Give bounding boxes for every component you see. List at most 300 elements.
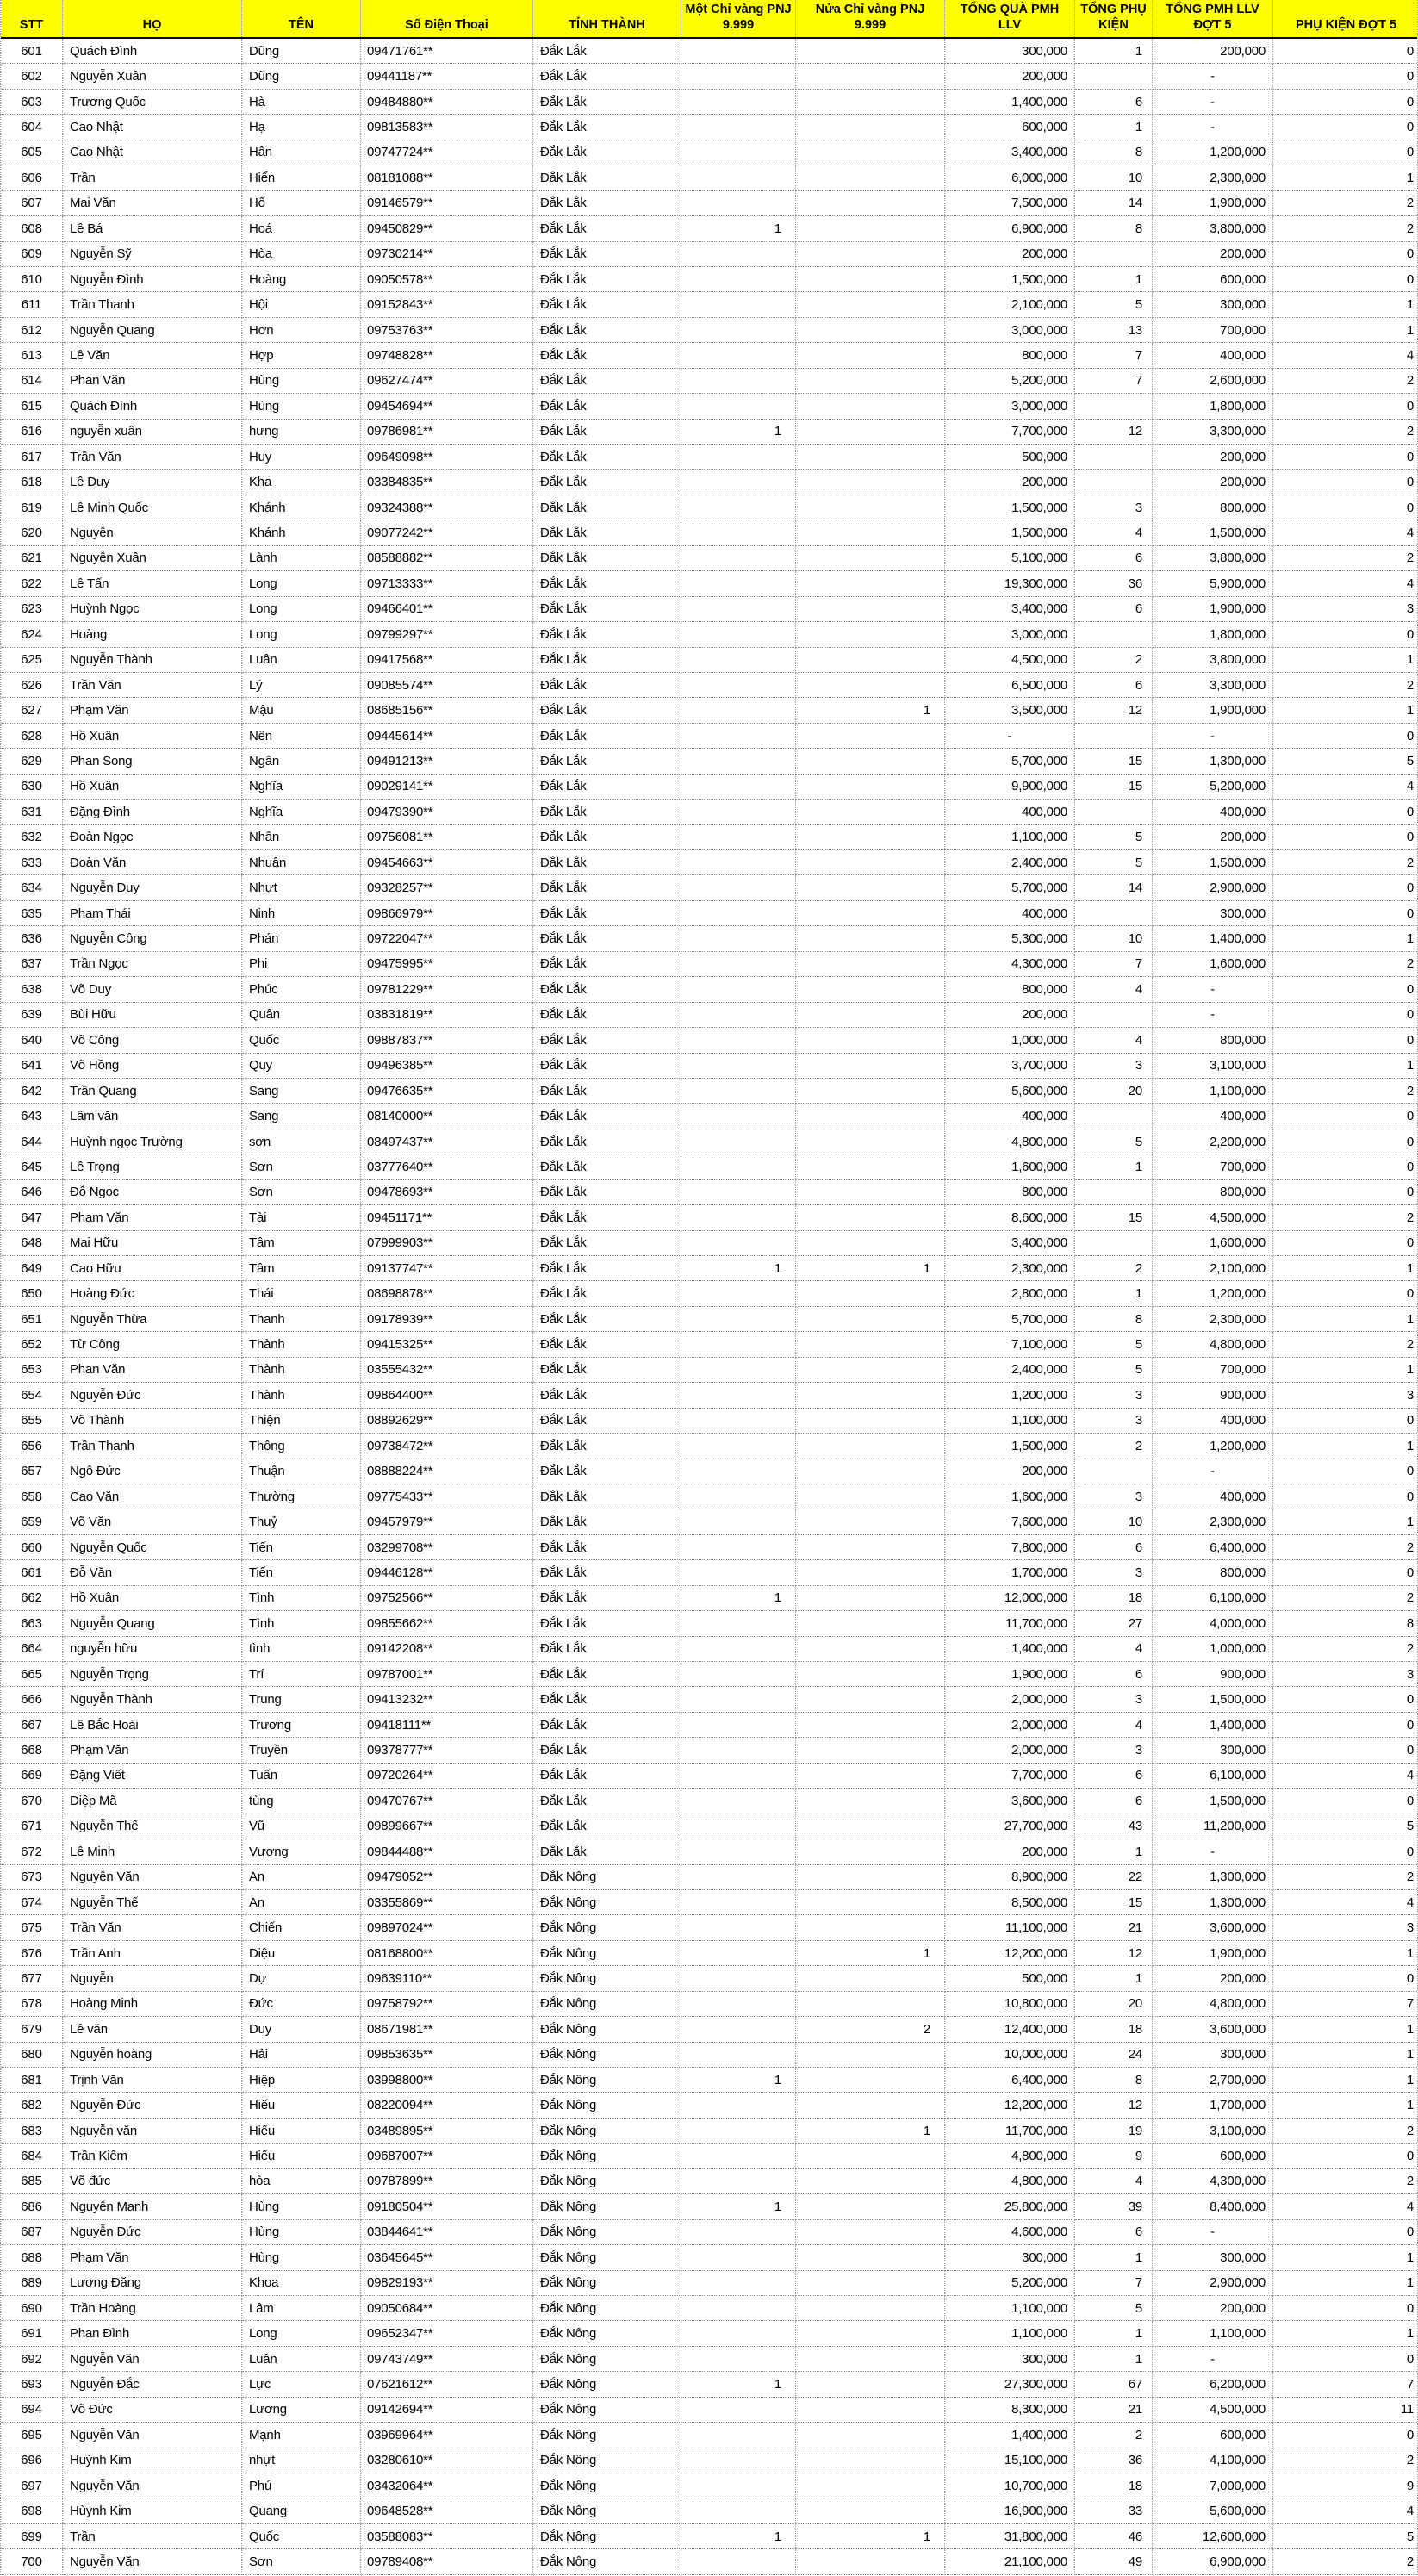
cell-mot-chi-vang[interactable]: [681, 1941, 796, 1966]
cell-stt[interactable]: 628: [1, 724, 63, 749]
cell-phone[interactable]: 09378777**: [361, 1738, 533, 1763]
cell-stt[interactable]: 605: [1, 140, 63, 165]
cell-phone[interactable]: 09085574**: [361, 673, 533, 698]
cell-phu-kien-dot-5[interactable]: 0: [1273, 2423, 1418, 2448]
cell-province[interactable]: Đắk Lắk: [533, 1814, 681, 1839]
cell-province[interactable]: Đắk Lắk: [533, 1789, 681, 1814]
cell-stt[interactable]: 694: [1, 2398, 63, 2423]
cell-ten[interactable]: tùng: [242, 1789, 361, 1814]
cell-phone[interactable]: 09441187**: [361, 64, 533, 89]
cell-nua-chi-vang[interactable]: 2: [796, 2017, 945, 2042]
cell-stt[interactable]: 680: [1, 2043, 63, 2068]
cell-province[interactable]: Đắk Lắk: [533, 901, 681, 926]
cell-province[interactable]: Đắk Lắk: [533, 952, 681, 977]
cell-phone[interactable]: 08140000**: [361, 1104, 533, 1129]
cell-stt[interactable]: 626: [1, 673, 63, 698]
cell-province[interactable]: Đắk Nông: [533, 2524, 681, 2549]
cell-province[interactable]: Đắk Nông: [533, 2296, 681, 2321]
cell-ho[interactable]: Nguyễn Đức: [63, 1383, 242, 1408]
cell-mot-chi-vang[interactable]: [681, 1231, 796, 1256]
cell-nua-chi-vang[interactable]: [796, 191, 945, 216]
cell-phone[interactable]: 09451171**: [361, 1205, 533, 1230]
cell-tong-pmh-llv-dot-5[interactable]: 1,900,000: [1153, 698, 1273, 723]
cell-nua-chi-vang[interactable]: [796, 1484, 945, 1509]
cell-tong-pmh-llv-dot-5[interactable]: 8,400,000: [1153, 2194, 1273, 2219]
cell-stt[interactable]: 673: [1, 1865, 63, 1890]
cell-ten[interactable]: Nhựt: [242, 875, 361, 900]
cell-ho[interactable]: Lê Văn: [63, 343, 242, 368]
cell-phu-kien-dot-5[interactable]: 1: [1273, 2245, 1418, 2270]
cell-phu-kien-dot-5[interactable]: 4: [1273, 1764, 1418, 1789]
cell-tong-qua-pmh-llv[interactable]: 1,500,000: [945, 520, 1075, 545]
cell-phone[interactable]: 09454663**: [361, 850, 533, 875]
cell-mot-chi-vang[interactable]: [681, 2144, 796, 2168]
cell-nua-chi-vang[interactable]: [796, 1231, 945, 1256]
cell-mot-chi-vang[interactable]: [681, 1459, 796, 1484]
cell-phone[interactable]: 09781229**: [361, 977, 533, 1002]
cell-tong-qua-pmh-llv[interactable]: 200,000: [945, 1459, 1075, 1484]
cell-tong-qua-pmh-llv[interactable]: 300,000: [945, 2245, 1075, 2270]
cell-stt[interactable]: 647: [1, 1205, 63, 1230]
cell-province[interactable]: Đắk Lắk: [533, 1180, 681, 1205]
cell-stt[interactable]: 625: [1, 648, 63, 673]
cell-tong-qua-pmh-llv[interactable]: 5,700,000: [945, 749, 1075, 774]
cell-ten[interactable]: Hiếu: [242, 2144, 361, 2168]
cell-tong-phu-kien[interactable]: 5: [1075, 1358, 1153, 1383]
cell-ten[interactable]: hưng: [242, 420, 361, 445]
cell-nua-chi-vang[interactable]: [796, 115, 945, 140]
cell-province[interactable]: Đắk Nông: [533, 2068, 681, 2093]
cell-nua-chi-vang[interactable]: [796, 1281, 945, 1306]
cell-stt[interactable]: 622: [1, 571, 63, 596]
cell-mot-chi-vang[interactable]: [681, 292, 796, 317]
cell-tong-qua-pmh-llv[interactable]: 400,000: [945, 800, 1075, 824]
cell-tong-phu-kien[interactable]: 5: [1075, 2296, 1153, 2321]
cell-phu-kien-dot-5[interactable]: 0: [1273, 1003, 1418, 1028]
cell-province[interactable]: Đắk Nông: [533, 2423, 681, 2448]
cell-nua-chi-vang[interactable]: 1: [796, 2524, 945, 2549]
cell-phone[interactable]: 09730214**: [361, 242, 533, 267]
cell-ten[interactable]: An: [242, 1890, 361, 1915]
cell-tong-pmh-llv-dot-5[interactable]: 1,900,000: [1153, 597, 1273, 622]
cell-stt[interactable]: 616: [1, 420, 63, 445]
cell-tong-pmh-llv-dot-5[interactable]: 4,800,000: [1153, 1332, 1273, 1357]
cell-phu-kien-dot-5[interactable]: 0: [1273, 1484, 1418, 1509]
cell-ten[interactable]: Hố: [242, 191, 361, 216]
cell-tong-qua-pmh-llv[interactable]: 2,100,000: [945, 292, 1075, 317]
cell-nua-chi-vang[interactable]: [796, 571, 945, 596]
cell-tong-pmh-llv-dot-5[interactable]: 1,200,000: [1153, 1434, 1273, 1459]
cell-province[interactable]: Đắk Lắk: [533, 1434, 681, 1459]
cell-nua-chi-vang[interactable]: [796, 2321, 945, 2346]
cell-phu-kien-dot-5[interactable]: 2: [1273, 673, 1418, 698]
cell-ho[interactable]: Đặng Đình: [63, 800, 242, 824]
cell-ten[interactable]: Quốc: [242, 2524, 361, 2549]
cell-province[interactable]: Đắk Nông: [533, 1865, 681, 1890]
cell-tong-qua-pmh-llv[interactable]: 9,900,000: [945, 775, 1075, 800]
cell-ho[interactable]: Ngô Đức: [63, 1459, 242, 1484]
cell-nua-chi-vang[interactable]: [796, 2093, 945, 2118]
cell-ho[interactable]: Trần Văn: [63, 445, 242, 470]
cell-phone[interactable]: 09496385**: [361, 1054, 533, 1079]
cell-nua-chi-vang[interactable]: [796, 952, 945, 977]
cell-stt[interactable]: 692: [1, 2347, 63, 2372]
cell-mot-chi-vang[interactable]: [681, 673, 796, 698]
cell-tong-pmh-llv-dot-5[interactable]: 6,100,000: [1153, 1764, 1273, 1789]
cell-phone[interactable]: 09799297**: [361, 622, 533, 647]
cell-phu-kien-dot-5[interactable]: 8: [1273, 1611, 1418, 1636]
cell-phu-kien-dot-5[interactable]: 1: [1273, 2017, 1418, 2042]
cell-tong-phu-kien[interactable]: [1075, 470, 1153, 495]
cell-ten[interactable]: Diệu: [242, 1941, 361, 1966]
cell-ho[interactable]: Pham Thái: [63, 901, 242, 926]
cell-ten[interactable]: Huy: [242, 445, 361, 470]
cell-mot-chi-vang[interactable]: [681, 2043, 796, 2068]
cell-ten[interactable]: Hòa: [242, 242, 361, 267]
cell-nua-chi-vang[interactable]: [796, 1028, 945, 1053]
cell-mot-chi-vang[interactable]: [681, 2220, 796, 2245]
cell-phu-kien-dot-5[interactable]: 3: [1273, 597, 1418, 622]
cell-tong-phu-kien[interactable]: 9: [1075, 2144, 1153, 2168]
cell-nua-chi-vang[interactable]: [796, 1738, 945, 1763]
cell-ten[interactable]: Nghĩa: [242, 775, 361, 800]
cell-tong-phu-kien[interactable]: [1075, 242, 1153, 267]
cell-tong-qua-pmh-llv[interactable]: 400,000: [945, 1104, 1075, 1129]
cell-nua-chi-vang[interactable]: [796, 292, 945, 317]
cell-stt[interactable]: 653: [1, 1358, 63, 1383]
cell-ho[interactable]: Nguyễn Duy: [63, 875, 242, 900]
cell-phu-kien-dot-5[interactable]: 1: [1273, 2271, 1418, 2296]
cell-phone[interactable]: 03831819**: [361, 1003, 533, 1028]
column-header-tong-pmh-llv-dot-5[interactable]: TỔNG PMH LLV ĐỢT 5: [1153, 0, 1273, 37]
cell-tong-qua-pmh-llv[interactable]: 15,100,000: [945, 2448, 1075, 2473]
cell-tong-pmh-llv-dot-5[interactable]: 7,000,000: [1153, 2473, 1273, 2498]
cell-ten[interactable]: Thái: [242, 1281, 361, 1306]
cell-tong-qua-pmh-llv[interactable]: 6,000,000: [945, 165, 1075, 190]
cell-ten[interactable]: Ninh: [242, 901, 361, 926]
cell-phu-kien-dot-5[interactable]: 7: [1273, 2372, 1418, 2397]
cell-tong-pmh-llv-dot-5[interactable]: 400,000: [1153, 1484, 1273, 1509]
cell-tong-pmh-llv-dot-5[interactable]: 1,500,000: [1153, 850, 1273, 875]
cell-tong-pmh-llv-dot-5[interactable]: 1,800,000: [1153, 394, 1273, 419]
column-header-stt[interactable]: STT: [1, 0, 63, 37]
cell-tong-pmh-llv-dot-5[interactable]: 1,600,000: [1153, 952, 1273, 977]
cell-phone[interactable]: 08497437**: [361, 1129, 533, 1154]
cell-phu-kien-dot-5[interactable]: 0: [1273, 140, 1418, 165]
cell-nua-chi-vang[interactable]: [796, 800, 945, 824]
cell-stt[interactable]: 677: [1, 1966, 63, 1991]
cell-nua-chi-vang[interactable]: [796, 39, 945, 64]
cell-mot-chi-vang[interactable]: [681, 1839, 796, 1864]
cell-ho[interactable]: Hùynh Kim: [63, 2498, 242, 2523]
cell-nua-chi-vang[interactable]: 1: [796, 2119, 945, 2144]
cell-phu-kien-dot-5[interactable]: 0: [1273, 1231, 1418, 1256]
cell-tong-pmh-llv-dot-5[interactable]: 200,000: [1153, 470, 1273, 495]
cell-ho[interactable]: Mai Hữu: [63, 1231, 242, 1256]
cell-phone[interactable]: 09417568**: [361, 648, 533, 673]
cell-stt[interactable]: 619: [1, 495, 63, 520]
cell-province[interactable]: Đắk Nông: [533, 2347, 681, 2372]
cell-mot-chi-vang[interactable]: [681, 2296, 796, 2321]
cell-tong-pmh-llv-dot-5[interactable]: 300,000: [1153, 2043, 1273, 2068]
cell-tong-phu-kien[interactable]: [1075, 622, 1153, 647]
cell-tong-pmh-llv-dot-5[interactable]: 900,000: [1153, 1383, 1273, 1408]
cell-stt[interactable]: 687: [1, 2220, 63, 2245]
cell-stt[interactable]: 618: [1, 470, 63, 495]
cell-nua-chi-vang[interactable]: [796, 546, 945, 571]
cell-ho[interactable]: Nguyễn Mạnh: [63, 2194, 242, 2219]
cell-province[interactable]: Đắk Lắk: [533, 470, 681, 495]
cell-province[interactable]: Đắk Lắk: [533, 825, 681, 850]
cell-tong-phu-kien[interactable]: 3: [1075, 1383, 1153, 1408]
cell-ho[interactable]: Hoàng Minh: [63, 1992, 242, 2017]
cell-tong-qua-pmh-llv[interactable]: 7,500,000: [945, 191, 1075, 216]
cell-nua-chi-vang[interactable]: [796, 420, 945, 445]
cell-ho[interactable]: Hồ Xuân: [63, 775, 242, 800]
cell-stt[interactable]: 689: [1, 2271, 63, 2296]
cell-stt[interactable]: 623: [1, 597, 63, 622]
cell-ho[interactable]: Nguyễn Thế: [63, 1890, 242, 1915]
cell-ten[interactable]: Phi: [242, 952, 361, 977]
cell-ho[interactable]: Nguyễn Sỹ: [63, 242, 242, 267]
cell-tong-pmh-llv-dot-5[interactable]: 200,000: [1153, 2296, 1273, 2321]
cell-ho[interactable]: Nguyễn Thành: [63, 1687, 242, 1712]
cell-ho[interactable]: Lê Trọng: [63, 1154, 242, 1179]
cell-ten[interactable]: Thuận: [242, 1459, 361, 1484]
cell-tong-phu-kien[interactable]: 6: [1075, 1764, 1153, 1789]
cell-phu-kien-dot-5[interactable]: 2: [1273, 216, 1418, 241]
cell-tong-qua-pmh-llv[interactable]: 6,400,000: [945, 2068, 1075, 2093]
cell-province[interactable]: Đắk Nông: [533, 2043, 681, 2068]
cell-phu-kien-dot-5[interactable]: 4: [1273, 2498, 1418, 2523]
cell-phone[interactable]: 08671981**: [361, 2017, 533, 2042]
cell-stt[interactable]: 640: [1, 1028, 63, 1053]
cell-stt[interactable]: 696: [1, 2448, 63, 2473]
cell-stt[interactable]: 613: [1, 343, 63, 368]
cell-tong-phu-kien[interactable]: 20: [1075, 1992, 1153, 2017]
cell-tong-phu-kien[interactable]: 3: [1075, 1687, 1153, 1712]
cell-phone[interactable]: 09747724**: [361, 140, 533, 165]
cell-tong-qua-pmh-llv[interactable]: 2,000,000: [945, 1687, 1075, 1712]
cell-stt[interactable]: 633: [1, 850, 63, 875]
cell-phone[interactable]: 09466401**: [361, 597, 533, 622]
cell-tong-pmh-llv-dot-5[interactable]: 5,900,000: [1153, 571, 1273, 596]
cell-ho[interactable]: Phan Song: [63, 749, 242, 774]
cell-nua-chi-vang[interactable]: [796, 1409, 945, 1434]
cell-ho[interactable]: Nguyễn Thành: [63, 648, 242, 673]
cell-mot-chi-vang[interactable]: [681, 445, 796, 470]
cell-mot-chi-vang[interactable]: [681, 2093, 796, 2118]
cell-mot-chi-vang[interactable]: [681, 267, 796, 292]
cell-tong-pmh-llv-dot-5[interactable]: 3,800,000: [1153, 546, 1273, 571]
cell-nua-chi-vang[interactable]: [796, 445, 945, 470]
cell-phone[interactable]: 09178939**: [361, 1307, 533, 1332]
cell-stt[interactable]: 607: [1, 191, 63, 216]
cell-tong-phu-kien[interactable]: 67: [1075, 2372, 1153, 2397]
cell-stt[interactable]: 604: [1, 115, 63, 140]
cell-ho[interactable]: Nguyễn Văn: [63, 2549, 242, 2574]
cell-tong-phu-kien[interactable]: 2: [1075, 1256, 1153, 1281]
cell-tong-qua-pmh-llv[interactable]: -: [945, 724, 1075, 749]
cell-mot-chi-vang[interactable]: [681, 825, 796, 850]
cell-tong-pmh-llv-dot-5[interactable]: 1,200,000: [1153, 1281, 1273, 1306]
cell-ho[interactable]: Nguyễn Trọng: [63, 1662, 242, 1687]
cell-ten[interactable]: hòa: [242, 2169, 361, 2194]
cell-tong-pmh-llv-dot-5[interactable]: 700,000: [1153, 1154, 1273, 1179]
cell-ten[interactable]: Nghĩa: [242, 800, 361, 824]
cell-ten[interactable]: Quy: [242, 1054, 361, 1079]
cell-mot-chi-vang[interactable]: [681, 39, 796, 64]
cell-stt[interactable]: 659: [1, 1509, 63, 1534]
cell-ho[interactable]: Trần Văn: [63, 673, 242, 698]
cell-nua-chi-vang[interactable]: [796, 1535, 945, 1560]
cell-nua-chi-vang[interactable]: [796, 520, 945, 545]
cell-ho[interactable]: Nguyễn Công: [63, 926, 242, 951]
cell-province[interactable]: Đắk Nông: [533, 1915, 681, 1940]
cell-phone[interactable]: 09077242**: [361, 520, 533, 545]
cell-ten[interactable]: Hơn: [242, 318, 361, 343]
cell-ten[interactable]: Chiến: [242, 1915, 361, 1940]
cell-tong-phu-kien[interactable]: 33: [1075, 2498, 1153, 2523]
cell-mot-chi-vang[interactable]: [681, 1560, 796, 1585]
cell-stt[interactable]: 686: [1, 2194, 63, 2219]
cell-stt[interactable]: 611: [1, 292, 63, 317]
cell-nua-chi-vang[interactable]: [796, 165, 945, 190]
cell-tong-phu-kien[interactable]: 46: [1075, 2524, 1153, 2549]
cell-ten[interactable]: An: [242, 1865, 361, 1890]
cell-ten[interactable]: Trương: [242, 1713, 361, 1738]
cell-ho[interactable]: Lương Đăng: [63, 2271, 242, 2296]
cell-tong-phu-kien[interactable]: 10: [1075, 165, 1153, 190]
cell-ho[interactable]: nguyễn hữu: [63, 1637, 242, 1662]
cell-ten[interactable]: Ngân: [242, 749, 361, 774]
cell-phu-kien-dot-5[interactable]: 9: [1273, 2473, 1418, 2498]
cell-ten[interactable]: Long: [242, 622, 361, 647]
cell-province[interactable]: Đắk Lắk: [533, 1535, 681, 1560]
cell-phu-kien-dot-5[interactable]: 2: [1273, 2119, 1418, 2144]
cell-province[interactable]: Đắk Lắk: [533, 1256, 681, 1281]
cell-stt[interactable]: 665: [1, 1662, 63, 1687]
cell-tong-qua-pmh-llv[interactable]: 1,700,000: [945, 1560, 1075, 1585]
cell-stt[interactable]: 663: [1, 1611, 63, 1636]
cell-mot-chi-vang[interactable]: [681, 2245, 796, 2270]
cell-ten[interactable]: Nhuận: [242, 850, 361, 875]
cell-phone[interactable]: 09445614**: [361, 724, 533, 749]
cell-phu-kien-dot-5[interactable]: 1: [1273, 1434, 1418, 1459]
cell-phone[interactable]: 09787001**: [361, 1662, 533, 1687]
cell-nua-chi-vang[interactable]: [796, 2043, 945, 2068]
cell-phu-kien-dot-5[interactable]: 0: [1273, 39, 1418, 64]
cell-mot-chi-vang[interactable]: [681, 64, 796, 89]
cell-mot-chi-vang[interactable]: [681, 2347, 796, 2372]
cell-tong-phu-kien[interactable]: 12: [1075, 2093, 1153, 2118]
cell-tong-phu-kien[interactable]: 2: [1075, 648, 1153, 673]
cell-province[interactable]: Đắk Lắk: [533, 520, 681, 545]
cell-tong-phu-kien[interactable]: 6: [1075, 1789, 1153, 1814]
cell-phone[interactable]: 09687007**: [361, 2144, 533, 2168]
cell-stt[interactable]: 670: [1, 1789, 63, 1814]
cell-tong-phu-kien[interactable]: 7: [1075, 952, 1153, 977]
cell-phu-kien-dot-5[interactable]: 2: [1273, 1079, 1418, 1104]
cell-ten[interactable]: Vũ: [242, 1814, 361, 1839]
cell-mot-chi-vang[interactable]: [681, 2549, 796, 2574]
cell-mot-chi-vang[interactable]: [681, 2473, 796, 2498]
cell-province[interactable]: Đắk Lắk: [533, 546, 681, 571]
cell-phu-kien-dot-5[interactable]: 0: [1273, 1966, 1418, 1991]
cell-phu-kien-dot-5[interactable]: 2: [1273, 369, 1418, 394]
cell-tong-qua-pmh-llv[interactable]: 1,600,000: [945, 1154, 1075, 1179]
cell-ten[interactable]: Thanh: [242, 1307, 361, 1332]
cell-nua-chi-vang[interactable]: [796, 1560, 945, 1585]
cell-tong-qua-pmh-llv[interactable]: 31,800,000: [945, 2524, 1075, 2549]
cell-mot-chi-vang[interactable]: [681, 1332, 796, 1357]
cell-ho[interactable]: Lê Bá: [63, 216, 242, 241]
cell-tong-phu-kien[interactable]: [1075, 1231, 1153, 1256]
cell-tong-qua-pmh-llv[interactable]: 11,700,000: [945, 1611, 1075, 1636]
cell-phone[interactable]: 09152843**: [361, 292, 533, 317]
cell-phu-kien-dot-5[interactable]: 4: [1273, 1890, 1418, 1915]
cell-nua-chi-vang[interactable]: [796, 2245, 945, 2270]
cell-tong-qua-pmh-llv[interactable]: 3,000,000: [945, 318, 1075, 343]
cell-stt[interactable]: 672: [1, 1839, 63, 1864]
cell-province[interactable]: Đắk Nông: [533, 2245, 681, 2270]
cell-phone[interactable]: 09649098**: [361, 445, 533, 470]
cell-phu-kien-dot-5[interactable]: 0: [1273, 394, 1418, 419]
cell-tong-pmh-llv-dot-5[interactable]: 200,000: [1153, 1966, 1273, 1991]
cell-mot-chi-vang[interactable]: [681, 1409, 796, 1434]
cell-province[interactable]: Đắk Lắk: [533, 267, 681, 292]
cell-mot-chi-vang[interactable]: [681, 1890, 796, 1915]
cell-phone[interactable]: 09864400**: [361, 1383, 533, 1408]
cell-nua-chi-vang[interactable]: [796, 216, 945, 241]
cell-ho[interactable]: Cao Nhật: [63, 140, 242, 165]
cell-mot-chi-vang[interactable]: [681, 1307, 796, 1332]
cell-ho[interactable]: Trần Thanh: [63, 1434, 242, 1459]
cell-tong-qua-pmh-llv[interactable]: 4,600,000: [945, 2220, 1075, 2245]
cell-province[interactable]: Đắk Lắk: [533, 1687, 681, 1712]
cell-stt[interactable]: 662: [1, 1586, 63, 1611]
cell-ho[interactable]: Nguyễn Văn: [63, 2473, 242, 2498]
cell-tong-qua-pmh-llv[interactable]: 2,000,000: [945, 1713, 1075, 1738]
cell-tong-qua-pmh-llv[interactable]: 11,100,000: [945, 1915, 1075, 1940]
cell-tong-qua-pmh-llv[interactable]: 800,000: [945, 343, 1075, 368]
cell-stt[interactable]: 645: [1, 1154, 63, 1179]
cell-province[interactable]: Đắk Lắk: [533, 1637, 681, 1662]
cell-phu-kien-dot-5[interactable]: 2: [1273, 2169, 1418, 2194]
cell-province[interactable]: Đắk Lắk: [533, 1028, 681, 1053]
cell-phone[interactable]: 09743749**: [361, 2347, 533, 2372]
cell-stt[interactable]: 699: [1, 2524, 63, 2549]
column-header-ten[interactable]: TÊN: [242, 0, 361, 37]
cell-nua-chi-vang[interactable]: [796, 597, 945, 622]
cell-phone[interactable]: 09897024**: [361, 1915, 533, 1940]
cell-ten[interactable]: Sang: [242, 1104, 361, 1129]
cell-mot-chi-vang[interactable]: [681, 140, 796, 165]
cell-ten[interactable]: Thiện: [242, 1409, 361, 1434]
cell-phu-kien-dot-5[interactable]: 0: [1273, 1459, 1418, 1484]
cell-ten[interactable]: Hiệp: [242, 2068, 361, 2093]
cell-ho[interactable]: Huỳnh Kim: [63, 2448, 242, 2473]
cell-nua-chi-vang[interactable]: [796, 495, 945, 520]
cell-tong-phu-kien[interactable]: 7: [1075, 343, 1153, 368]
cell-ho[interactable]: Nguyễn Đắc: [63, 2372, 242, 2397]
cell-phone[interactable]: 09844488**: [361, 1839, 533, 1864]
cell-nua-chi-vang[interactable]: [796, 1611, 945, 1636]
cell-nua-chi-vang[interactable]: [796, 1180, 945, 1205]
cell-province[interactable]: Đắk Lắk: [533, 1459, 681, 1484]
cell-ho[interactable]: Lê văn: [63, 2017, 242, 2042]
cell-tong-phu-kien[interactable]: 8: [1075, 1307, 1153, 1332]
